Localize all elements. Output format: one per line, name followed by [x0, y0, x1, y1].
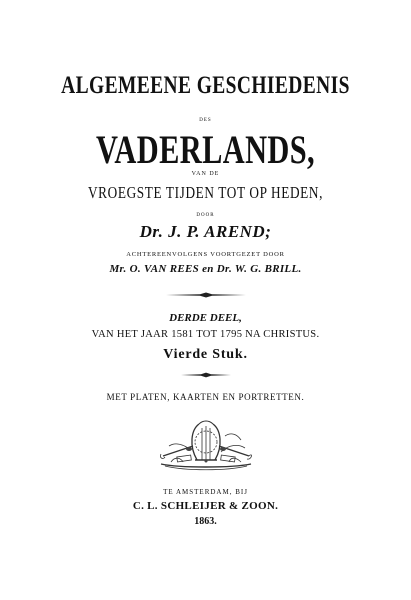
publication-year: 1863.	[194, 516, 217, 527]
title-van-de: VAN DE	[191, 171, 220, 177]
publisher-name: C. L. SCHLEIJER & ZOON.	[132, 500, 279, 512]
place-label: TE AMSTERDAM, BIJ	[163, 488, 248, 496]
title-door: DOOR	[196, 213, 215, 218]
plates-label: MET PLATEN, KAARTEN EN PORTRETTEN.	[106, 392, 305, 402]
piece-label: Vierde Stuk.	[163, 347, 248, 362]
continued-by-label: ACHTEREENVOLGENS VOORTGEZET DOOR	[126, 251, 285, 258]
title-des: DES	[199, 118, 212, 123]
ornamental-rule-1	[0, 292, 411, 298]
continuators: Mr. O. VAN REES en Dr. W. G. BRILL.	[109, 263, 302, 275]
author-name: Dr. J. P. AREND;	[139, 222, 272, 241]
period-label: VAN HET JAAR 1581 TOT 1795 NA CHRISTUS.	[91, 329, 320, 340]
title-line-2: VADERLANDS,	[96, 127, 315, 172]
title-line-3: VROEGSTE TIJDEN TOT OP HEDEN,	[87, 183, 324, 202]
title-line-1: ALGEMEENE GESCHIEDENIS	[61, 72, 350, 99]
ornamental-rule-2	[0, 372, 411, 378]
lyre-and-trophies-icon	[155, 416, 256, 472]
part-label: DERDE DEEL,	[169, 312, 242, 324]
